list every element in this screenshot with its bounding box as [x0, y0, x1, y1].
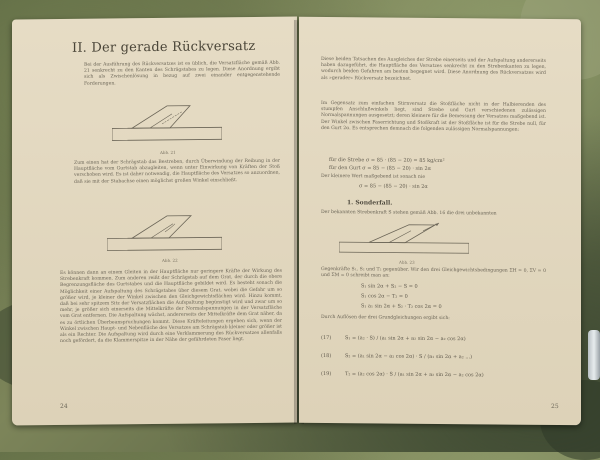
- left-paragraph-1: Bei der Ausführung des Rückversatzes ist es üblich, die Versatzfläche gemäß Abb. 21 senkrecht zu den Kanten des Schrägstabes zu legen. Diese Anordnung ergibt sich als Zwischenlösung in bezug auf zwei einander entgegenstehende Forderungen.: [84, 60, 280, 87]
- equation-strebe: für die Strebe σ = 85 · (85 − 20) = 85 kg/cm²: [329, 157, 445, 165]
- equation-min: σ = 85 − (85 − 20) · sin 2α: [359, 183, 428, 190]
- equation-3: S₁ a₁ sin 2α + S₂ · T₂ cos 2α = 0: [361, 303, 442, 311]
- equation-19: T₂ = (a₂ cos 2α) · S / (a₁ sin 2α + a₂ sin 2α − a₂ cos 2α): [345, 371, 484, 379]
- equation-17-number: (17): [321, 334, 332, 342]
- figure-23-caption: Abb. 23: [399, 259, 415, 265]
- right-page: [299, 17, 581, 425]
- right-paragraph-3: Der kleinere Wert maßgebend ist sonach nie: [321, 173, 426, 180]
- left-page: [12, 17, 297, 426]
- metal-clip: [588, 330, 600, 380]
- figure-21: [112, 97, 222, 148]
- equation-19-number: (19): [321, 370, 332, 378]
- right-paragraph-2: Im Gegensatz zum einfachen Stirnversatz die Stoßfläche nicht in der Halbierenden des stumpfen Anschlußwinkels liegt, sind Strebe und Gurt verschiedenen zulässigen Normalspannungen ausgesetzt; deren kleinere für die Bemessung der Versatzes maßgebend ist. Der Winkel zwischen Faserrichtung und Stoßkraft ist der Stoßfläche ist für die Strebe null, für den Gurt 2α. Es entsprechen demnach die folgenden zulässigen Normalspannungen:: [321, 100, 546, 133]
- equation-18-number: (18): [321, 352, 332, 360]
- equation-18: S₂ = (a₁ sin 2α − a₂ cos 2α) · S / (a₁ sin 2α + a₂ ...): [345, 353, 473, 361]
- figure-23: [339, 220, 469, 259]
- equation-gurt: für den Gurt σ = 85 − (85 − 20) · sin 2α: [329, 165, 432, 172]
- equation-1: S₁ sin 2α + S₂ − S = 0: [361, 283, 418, 290]
- right-paragraph-6: Durch Auflösen der drei Grundgleichungen ergibt sich:: [321, 314, 450, 322]
- equation-17: S₁ = (a₂ · S) / (a₁ sin 2α + a₂ sin 2α − a₂ cos 2α): [345, 335, 466, 343]
- right-paragraph-1: Diese beiden Tatsachen des Ausgleiches der Strebe einerseits und der Aufspaltung andererseits haben dazugeführt, die Hauptfläche des Versatzes senkrecht zu den Strebenkanten zu legen, wodurch beiden Gefahren am besten begegnet wird. Diese Anordnung des Rückversatzes wird als »gerader« Rückversatz bezeichnet.: [321, 56, 546, 82]
- left-paragraph-3: Es können dann an einem Gleiten in der Hauptfläche nur geringere Kräfte der Wirkung des Strebenkraft kommen. Zum anderen reißt der Schrägstab auf dem Grat, der durch die obere Begrenzungsfläche des Gurtstabes und die Hauptfläche gebildet wird. Es besteht sonach die Möglichkeit einer Aufspaltung des Schrägstabes über diesem Grat, wobei die Gefahr um so größer wird, je kleiner der Winkel zwischen den Gleichgewichtsflächen wird. Hinzu kommt, daß bei sehr spitzem Sitz der Versatzflächen die Aufspaltung begünstigt wird und zwar um so mehr, je größer sich einerseits die Mittelkräfte der Normalspannungen in der Versatzfläche vom Grat entfernen. Die Aufspaltung wächst, andererseits der Mittelkräfte dem Grat näher, da es zu örtlichen Überbeanspruchungen kommt. Diese Kräfteleitungen ergeben sich, wenn der Winkel zwischen Haupt- und Nebenfläche des Versatzes am Schrägstab kleiner oder größer ist als ein Rechter. Die Aufspaltung wird durch eine Verklammerung des Rückversatzes allenfalls noch gefördert, da die Klammerspitze in der Nähe der gefährdeten Faser liegt.: [60, 268, 282, 345]
- left-page-number: 24: [60, 402, 68, 410]
- page-title: II. Der gerade Rückversatz: [72, 38, 256, 56]
- section-subheading: 1. Sonderfall.: [347, 199, 393, 207]
- figure-22-caption: Abb. 22: [162, 257, 178, 263]
- open-book: [12, 8, 582, 432]
- left-paragraph-2: Zum einen hat der Schrägstab das Bestreben, durch Überwindung der Reibung in der Hauptfläche vom Gurtstab abzugleiten, wenn unter Einwirkung von Kräften der Stoß verschoben wird. Es ist daher notwendig, die Hauptfläche des Versatzes so anzuordnen, daß sie mit der Stabachse einen möglichst großen Winkel einschließt.: [74, 158, 280, 185]
- figure-21-caption: Abb. 21: [160, 149, 176, 155]
- right-page-number: 25: [551, 402, 559, 411]
- equation-2: S₁ cos 2α − T₂ = 0: [361, 293, 408, 300]
- figure-22: [107, 209, 222, 258]
- right-paragraph-5: Gegenkräfte S₁, S₂ und T₂ gegenüber. Wir den drei Gleichgewichtsbedingungen ΣH = 0, ΣV = 0 und ΣM = 0 schreibt man an:: [321, 266, 546, 279]
- right-paragraph-4: Der bekannten Strebenkraft S stehen gemäß Abb. 16 die drei unbekannten: [321, 209, 497, 217]
